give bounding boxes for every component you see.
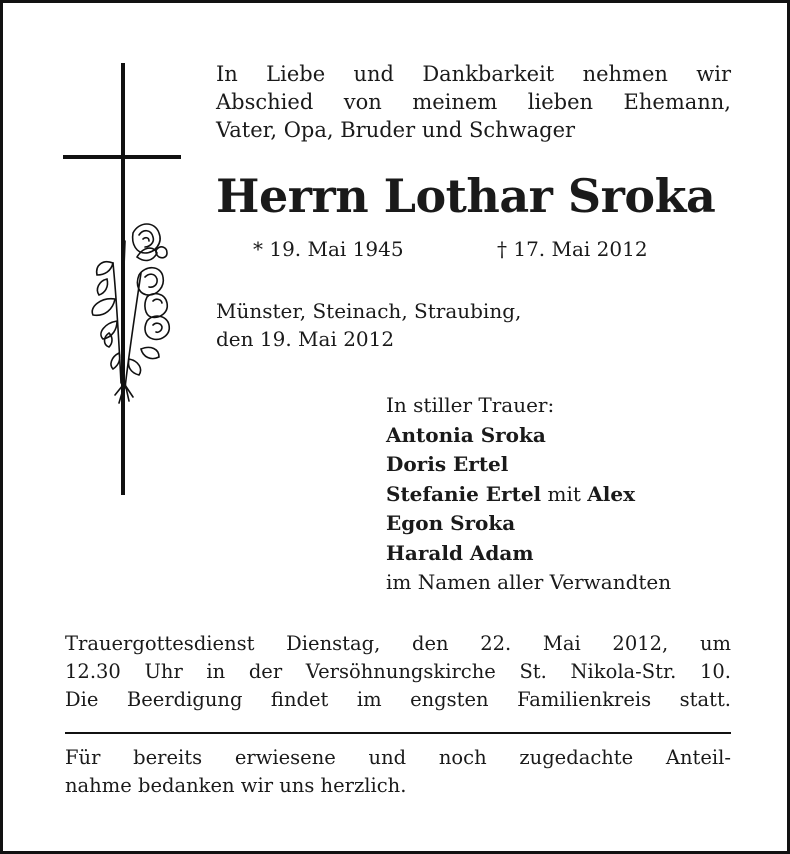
birth-date: * 19. Mai 1945 [253,237,404,261]
mourner-name: Doris Ertel [386,452,509,476]
divider [65,732,731,734]
intro-text [216,60,731,144]
intro-line: Abschied von meinem lieben Ehemann, [216,90,731,114]
intro-line: Vater, Opa, Bruder und Schwager [216,118,576,142]
service-line: Die Beerdigung findet im engsten Familienkreis statt. [65,688,731,711]
mourners-block [386,391,736,598]
mourner-name: Stefanie Ertel [386,481,542,506]
mourners-footer: im Namen aller Verwandten [386,570,672,594]
death-date: † 17. Mai 2012 [497,237,648,261]
place-and-date [216,297,636,353]
mourners-heading: In stiller Trauer: [386,393,555,417]
thanks-text [65,744,731,800]
mourner-name: Harald Adam [386,540,534,565]
service-line: 12.30 Uhr in der Versöhnungskirche St. Nikola-Str. 10. [65,660,731,683]
place-line: Münster, Steinach, Straubing, [216,299,522,323]
cross-with-roses-icon [63,63,188,498]
intro-line: In Liebe und Dankbarkeit nehmen wir [216,62,731,86]
date-line: den 19. Mai 2012 [216,327,395,351]
mourner-name: Antonia Sroka [386,422,546,447]
deceased-name: Herrn Lothar Sroka [216,169,716,223]
service-line: Trauergottesdienst Dienstag, den 22. Mai 2012, um [65,632,731,655]
thanks-line: nahme bedanken wir uns herzlich. [65,774,407,797]
service-info [65,630,731,714]
mourner-name: Egon Sroka [386,511,516,535]
mourner-connector: mit [547,481,581,506]
mourner-line-stefanie [386,480,736,510]
mourner-name: Alex [587,481,636,506]
thanks-line: Für bereits erwiesene und noch zugedachte Anteil- [65,746,731,769]
